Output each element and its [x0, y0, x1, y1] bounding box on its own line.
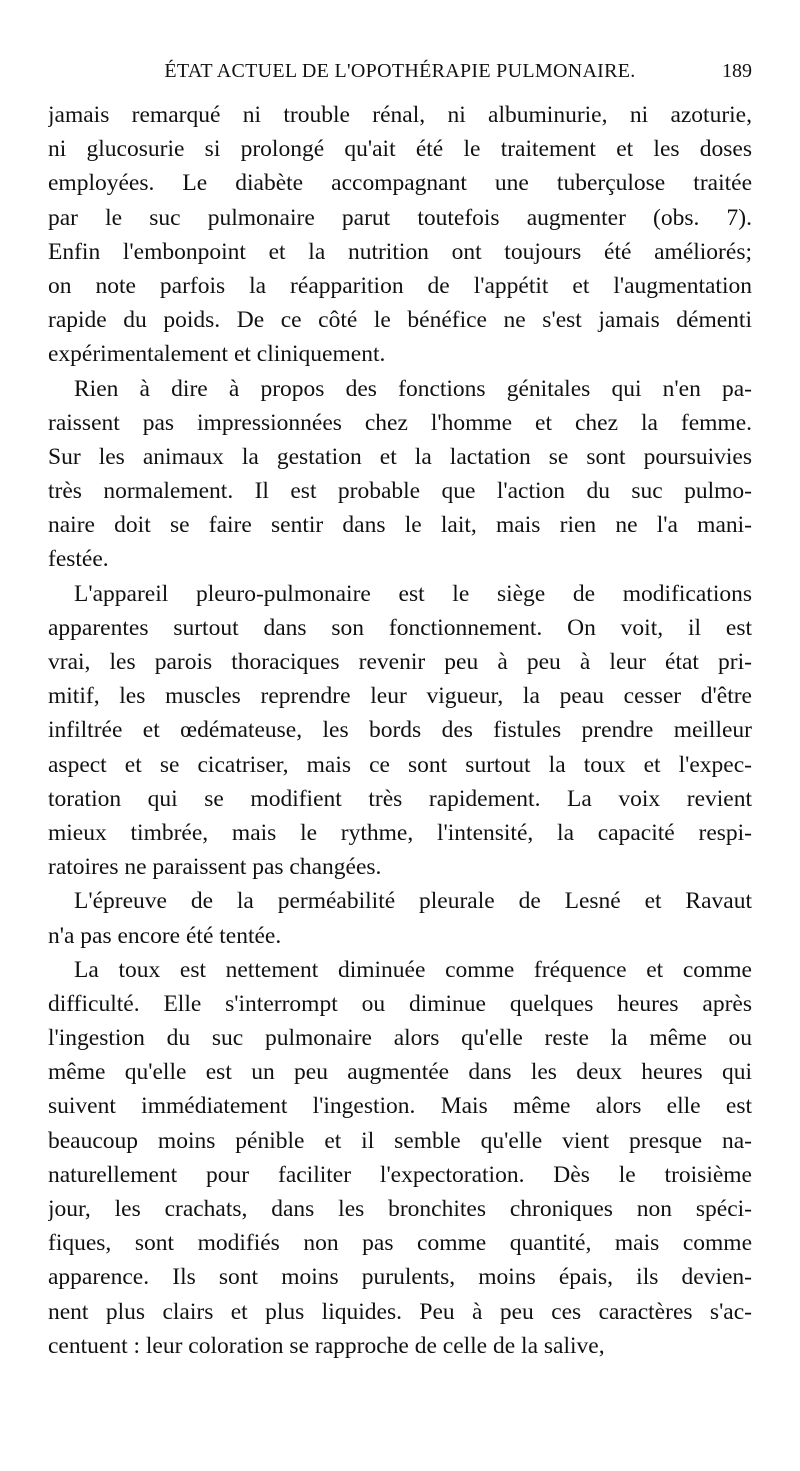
running-head [48, 60, 752, 90]
text-line: mitif, les muscles reprendre leur vigueur, la peau cesser d'être [48, 683, 752, 710]
text-line: L'appareil pleuro-pulmonaire est le siège de modifications [74, 580, 752, 607]
paragraph [48, 577, 752, 885]
text-line: centuent : leur coloration se rapproche de celle de la salive, [48, 1332, 605, 1359]
page-number: 189 [722, 60, 752, 82]
text-line: l'ingestion du suc pulmonaire alors qu'elle reste la même ou [48, 1025, 752, 1052]
text-line: naturellement pour faciliter l'expectoration. Dès le troisième [48, 1161, 752, 1188]
text-line: toration qui se modifient très rapidement. La voix revient [48, 785, 752, 812]
text-line: par le suc pulmonaire parut toutefois augmenter (obs. 7). [48, 204, 752, 231]
paragraph [48, 953, 752, 1363]
text-line: infiltrée et œdémateuse, les bords des fistules prendre meilleur [48, 717, 752, 744]
text-body [48, 98, 752, 1363]
text-line: ratoires ne paraissent pas changées. [48, 854, 382, 881]
text-line: même qu'elle est un peu augmentée dans les deux heures qui [48, 1059, 752, 1086]
text-line: festée. [48, 546, 109, 573]
text-line: apparentes surtout dans son fonctionnement. On voit, il est [48, 614, 752, 641]
text-line: naire doit se faire sentir dans le lait, mais rien ne l'a mani- [48, 512, 752, 539]
paragraph [48, 372, 752, 577]
text-line: employées. Le diabète accompagnant une tuberçulose traitée [48, 170, 752, 197]
text-line: on note parfois la réapparition de l'appétit et l'augmentation [48, 272, 752, 299]
text-line: raissent pas impressionnées chez l'homme et chez la femme. [48, 409, 752, 436]
text-line: très normalement. Il est probable que l'action du suc pulmo- [48, 478, 752, 505]
text-line: fiques, sont modifiés non pas comme quantité, mais comme [48, 1230, 752, 1257]
text-line: difficulté. Elle s'interrompt ou diminue quelques heures après [48, 990, 752, 1017]
text-line: La toux est nettement diminuée comme fréquence et comme [74, 956, 752, 983]
running-title: ÉTAT ACTUEL DE L'OPOTHÉRAPIE PULMONAIRE. [164, 60, 636, 82]
text-line: Enfin l'embonpoint et la nutrition ont toujours été améliorés; [48, 238, 752, 265]
text-line: beaucoup moins pénible et il semble qu'elle vient presque na- [48, 1127, 752, 1154]
text-line: aspect et se cicatriser, mais ce sont surtout la toux et l'expec- [48, 751, 752, 778]
text-line: Rien à dire à propos des fonctions génitales qui n'en pa- [74, 375, 752, 402]
text-line: vrai, les parois thoraciques revenir peu à peu à leur état pri- [48, 649, 752, 675]
text-line: n'a pas encore été tentée. [48, 922, 282, 949]
text-line: jamais remarqué ni trouble rénal, ni albuminurie, ni azoturie, [48, 102, 752, 128]
text-line: ni glucosurie si prolongé qu'ait été le traitement et les doses [48, 136, 752, 163]
paragraph [48, 98, 752, 372]
text-line: L'épreuve de la perméabilité pleurale de Lesné et Ravaut [74, 888, 752, 915]
text-line: apparence. Ils sont moins purulents, moins épais, ils devien- [48, 1264, 752, 1291]
text-line: Sur les animaux la gestation et la lactation se sont poursuivies [48, 443, 752, 470]
text-line: expérimentalement et cliniquement. [48, 341, 386, 368]
text-line: mieux timbrée, mais le rythme, l'intensité, la capacité respi- [48, 819, 752, 846]
text-line: suivent immédiatement l'ingestion. Mais même alors elle est [48, 1093, 752, 1120]
text-line: jour, les crachats, dans les bronchites chroniques non spéci- [48, 1196, 752, 1222]
text-line: rapide du poids. De ce côté le bénéfice ne s'est jamais démenti [48, 307, 752, 334]
text-line: nent plus clairs et plus liquides. Peu à peu ces caractères s'ac- [48, 1298, 752, 1325]
paragraph [48, 884, 752, 952]
